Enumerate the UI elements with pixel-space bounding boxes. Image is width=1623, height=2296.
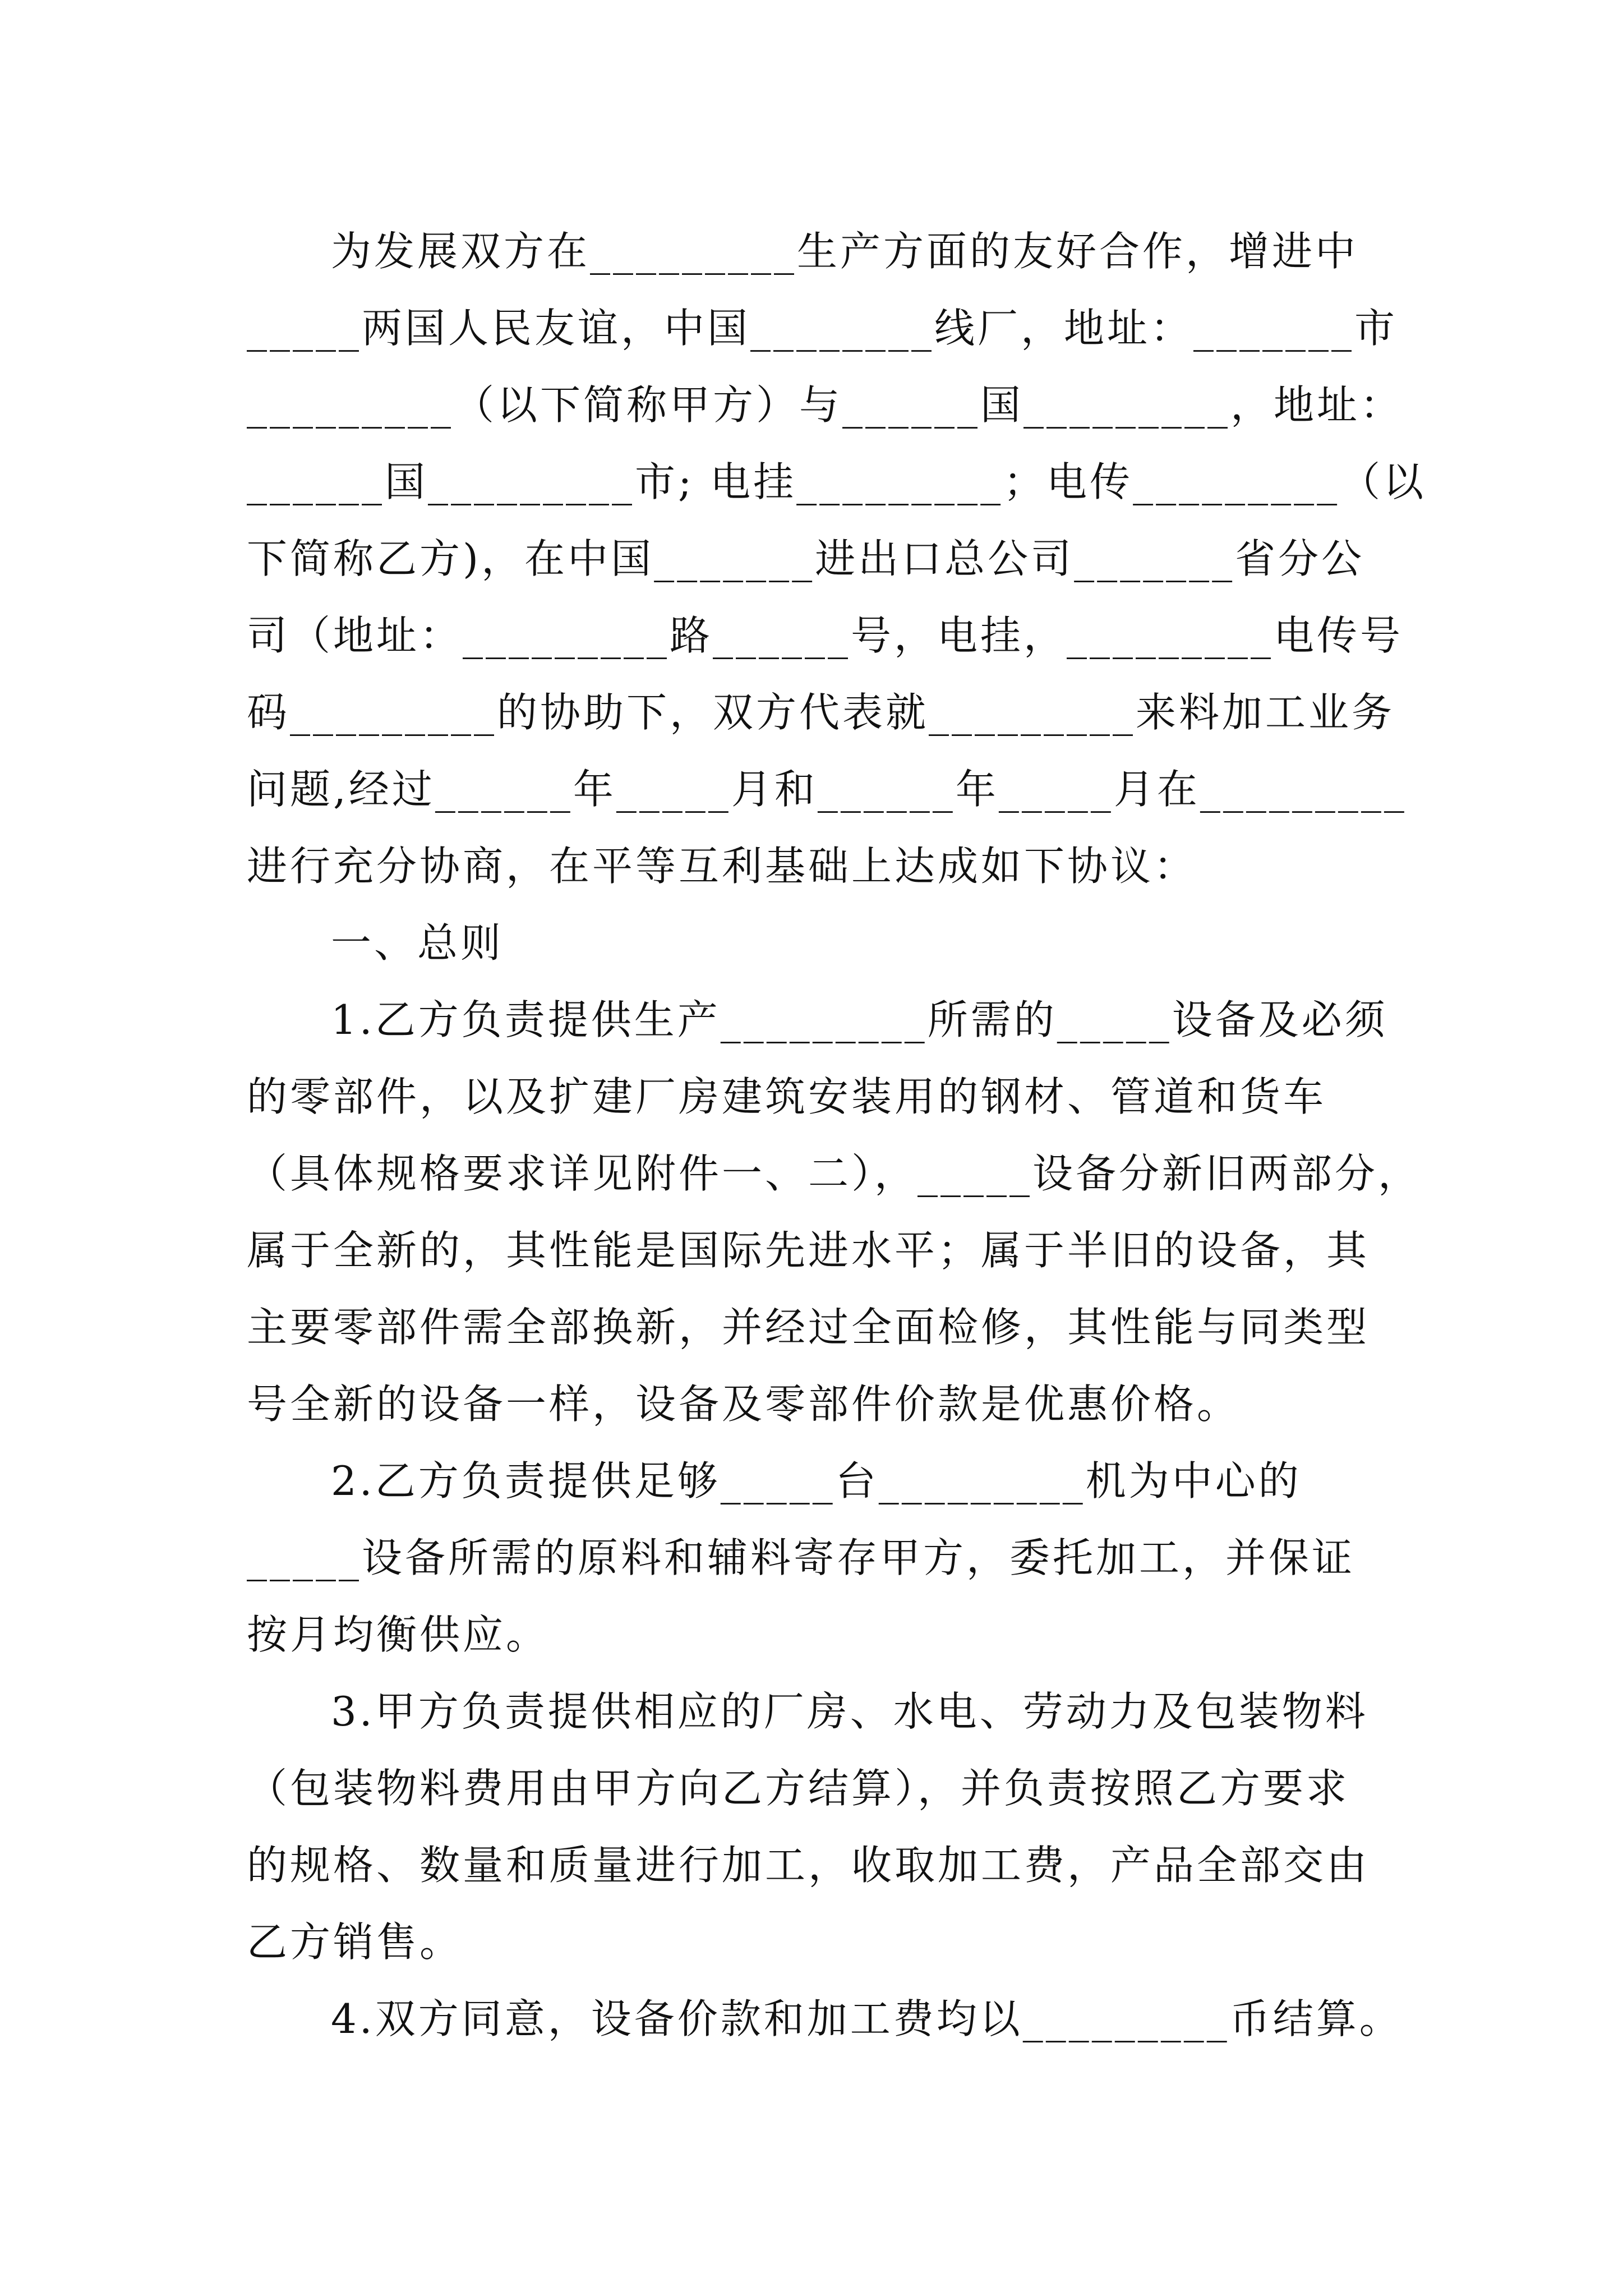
paragraph-intro-line-3: _________（以下简称甲方）与______国_________，地址：	[247, 381, 1404, 429]
clause-3-line-1: 3.甲方负责提供相应的厂房、水电、劳动力及包装物料	[331, 1688, 1368, 1735]
clause-1-line-5: 主要零部件需全部换新，并经过全面检修，其性能与同类型	[247, 1304, 1370, 1351]
clause-2-line-1: 2.乙方负责提供足够_____台_________机为中心的	[331, 1457, 1302, 1504]
clause-2-line-2: _____设备所需的原料和辅料寄存甲方，委托加工，并保证	[247, 1534, 1355, 1581]
paragraph-intro-line-8: 问题,经过______年_____月和______年_____月在_________	[247, 766, 1407, 813]
clause-3-line-2: （包装物料费用由甲方向乙方结算），并负责按照乙方要求	[247, 1765, 1350, 1812]
clause-3-line-3: 的规格、数量和质量进行加工，收取加工费，产品全部交由	[247, 1842, 1370, 1889]
paragraph-intro-line-6: 司（地址：_________路______号，电挂，_________电传号	[247, 612, 1404, 659]
clause-1-line-2: 的零部件，以及扩建厂房建筑安装用的钢材、管道和货车	[247, 1073, 1327, 1120]
document-page	[247, 213, 1427, 2058]
clause-1-line-3: （具体规格要求详见附件一、二），_____设备分新旧两部分，	[247, 1150, 1422, 1197]
paragraph-intro-line-5: 下简称乙方)，在中国_______进出口总公司_______省分公	[247, 535, 1365, 582]
clause-2-line-3: 按月均衡供应。	[247, 1611, 550, 1658]
section-heading-general: 一、总则	[331, 919, 504, 967]
clause-1-line-1: 1.乙方负责提供生产_________所需的_____设备及必须	[331, 996, 1388, 1043]
clause-3-line-4: 乙方销售。	[247, 1918, 463, 1966]
clause-1-line-4: 属于全新的，其性能是国际先进水平；属于半旧的设备，其	[247, 1227, 1370, 1274]
paragraph-intro-line-4: ______国_________市; 电挂_________；电传_________（以	[247, 458, 1427, 505]
paragraph-intro-line-2: _____两国人民友谊，中国________线厂，地址：_______市	[247, 305, 1398, 352]
paragraph-intro-line-7: 码_________的协助下，双方代表就_________来料加工业务	[247, 689, 1395, 736]
paragraph-intro-line-9: 进行充分协商，在平等互利基础上达成如下协议：	[247, 843, 1197, 890]
paragraph-intro-line-1: 为发展双方在_________生产方面的友好合作，增进中	[331, 228, 1359, 275]
clause-4-line-1: 4.双方同意，设备价款和加工费均以_________币结算。	[331, 1995, 1403, 2042]
clause-1-line-6: 号全新的设备一样，设备及零部件价款是优惠价格。	[247, 1381, 1241, 1428]
